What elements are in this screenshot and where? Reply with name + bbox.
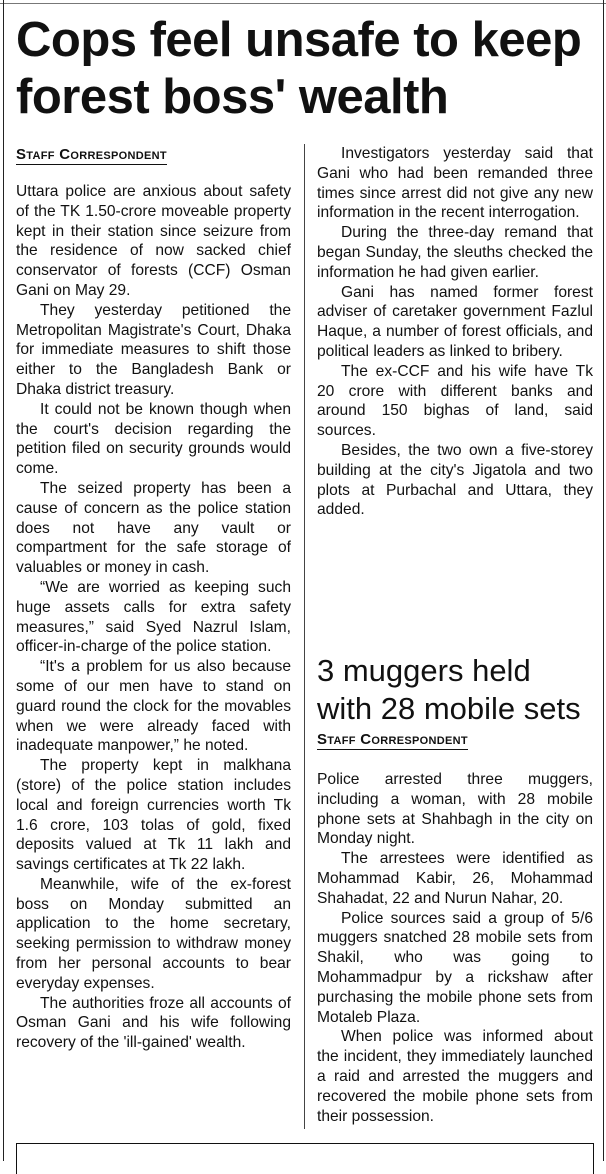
article-paragraph: “We are worried as keeping such huge assets calls for extra safety measures,” said Syed Nazrul Islam, officer-in-charge of the police station. — [16, 578, 291, 656]
second-article-paragraph: Police arrested three muggers, including a woman, with 28 mobile phone sets at Shahbagh in the city on Monday night. — [317, 771, 593, 848]
article-paragraph: During the three-day remand that began Sunday, the sleuths checked the information he had given earlier. — [317, 224, 593, 281]
article-paragraph: They yesterday petitioned the Metropolitan Magistrate's Court, Dhaka for immediate measures to shift those either to the Bangladesh Bank or Dhaka district treasury. — [16, 301, 291, 398]
page-top-rule — [0, 3, 606, 4]
article-paragraph: The ex-CCF and his wife have Tk 20 crore with different banks and around 150 bighas of land, said sources. — [317, 362, 593, 440]
second-article-paragraph: The arrestees were identified as Mohammad Kabir, 26, Mohammad Shahadat, 22 and Nurun Nahar, 20. — [317, 850, 593, 907]
next-article-box — [16, 1143, 594, 1174]
second-article-byline-container — [317, 731, 468, 750]
article-paragraph: The property kept in malkhana (store) of the police station includes local and foreign currencies worth Tk 1.6 crore, 103 tolas of gold, fixed deposits valued at Tk 11 lakh and savings certificates at Tk 22 lakh. — [16, 757, 291, 874]
article-paragraph: Besides, the two own a five-storey building at the city's Jigatola and two plots at Purbachal and Uttara, they added. — [317, 441, 593, 519]
article-paragraph: Meanwhile, wife of the ex-forest boss on Monday submitted an application to the home secretary, seeking permission to withdraw money from her personal accounts to bear everyday expenses. — [16, 875, 291, 992]
column-divider — [304, 144, 305, 1129]
second-article-byline: Staff Correspondent — [317, 731, 468, 748]
second-article-paragraph: Police sources said a group of 5/6 muggers snatched 28 mobile sets from Shakil, who was going to Mohammadpur by a rickshaw after purchasing the mobile phone sets from Motaleb Plaza. — [317, 909, 593, 1026]
article-left-column — [16, 182, 291, 1053]
article-headline — [16, 12, 602, 126]
second-article-paragraph: When police was informed about the incident, they immediately launched a raid and arrested the muggers and recovered the mobile phone sets from their possession. — [317, 1028, 593, 1125]
page-left-rule — [3, 0, 4, 1161]
article-paragraph: Uttara police are anxious about safety of the TK 1.50-crore moveable property kept in their station since seizure from the residence of now sacked chief conservator of forests (CCF) Osman Gani on May 29. — [16, 183, 291, 299]
second-article-headline — [317, 652, 599, 728]
article-byline-container — [16, 146, 167, 165]
page-right-rule — [603, 0, 604, 1161]
article-paragraph: It could not be known though when the court's decision regarding the petition filed on security grounds would come. — [16, 400, 291, 478]
article-paragraph: The authorities froze all accounts of Osman Gani and his wife following recovery of the 'ill-gained' wealth. — [16, 994, 291, 1052]
article-paragraph: Gani has named former forest adviser of caretaker government Fazlul Haque, a number of forest officials, and political leaders as linked to bribery. — [317, 283, 593, 360]
second-headline-line-2: with 28 mobile sets — [317, 691, 581, 726]
headline-line-2: forest boss' wealth — [16, 70, 449, 124]
article-paragraph: “It's a problem for us also because some of our men have to stand on guard round the clock for the movables when we were already faced with inadequate manpower,” he noted. — [16, 658, 291, 755]
article-byline: Staff Correspondent — [16, 146, 167, 163]
second-article-column — [317, 770, 593, 1126]
article-paragraph: The seized property has been a cause of concern as the police station does not have any vault or compartment for the safe storage of valuables or money in cash. — [16, 479, 291, 577]
article-right-column — [317, 144, 593, 520]
headline-line-1: Cops feel unsafe to keep — [16, 13, 582, 67]
second-headline-line-1: 3 muggers held — [317, 653, 531, 688]
article-paragraph: Investigators yesterday said that Gani who had been remanded three times since arrest did not give any new information in the recent interrogation. — [317, 145, 593, 222]
